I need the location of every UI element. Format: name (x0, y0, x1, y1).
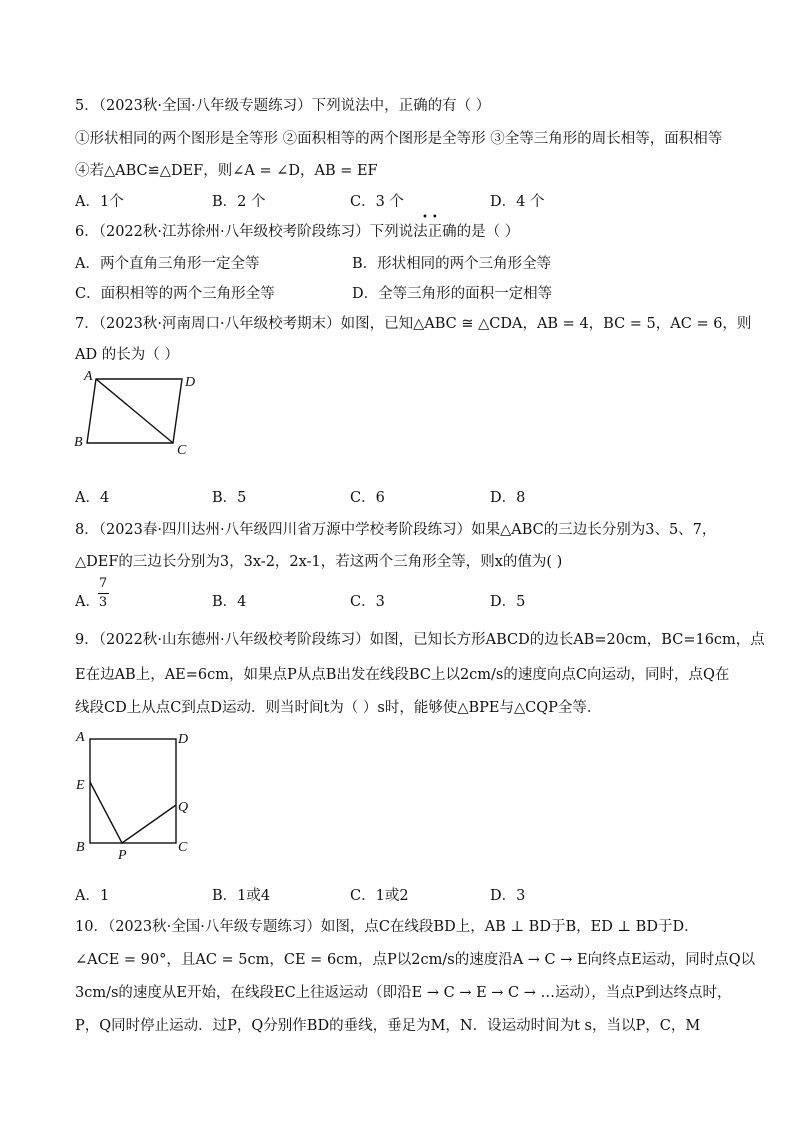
q9-rectangle-figure (70, 727, 200, 862)
emphasis-dots: •• (422, 212, 442, 223)
q9-option-b: B．1或4 (212, 888, 271, 904)
q9-label-e: E (76, 778, 85, 793)
q6-option-d: D．全等三角形的面积一定相等 (352, 286, 553, 302)
q6-option-b: B．形状相同的两个三角形全等 (352, 256, 552, 272)
q10-stem-line2: ∠ACE = 90°，且AC = 5cm，CE = 6cm，点P以2cm/s的速度沿A → C → E向终点E运动，同时点Q以 (75, 952, 756, 968)
fraction-denominator: 3 (98, 595, 108, 610)
q5-statements-line: ①形状相同的两个图形是全等形 ②面积相等的两个图形是全等形 ③全等三角形的周长相等，面积相等 (75, 131, 723, 147)
q9-label-c: C (178, 840, 188, 855)
q8-option-a-label: A． (75, 594, 100, 610)
fraction-numerator: 7 (98, 576, 108, 591)
q9-stem-line3: 线段CD上从点C到点D运动．则当时间t为（ ）s时，能够使△BPE与△CQP全等． (75, 700, 602, 716)
q8-option-b: B．4 (212, 594, 247, 610)
q9-option-a: A．1 (75, 888, 110, 904)
q5-option-d: D．4 个 (490, 194, 545, 210)
q5-statement-4: ④若△ABC≌△DEF，则∠A = ∠D，AB = EF (75, 163, 378, 179)
q7-label-b: B (74, 435, 83, 450)
q7-label-c: C (177, 443, 187, 458)
q10-stem: 10．（2023秋·全国·八年级专题练习）如图，点C在线段BD上，AB ⊥ BD于B，ED ⊥ BD于D． (75, 919, 699, 935)
q7-option-a: A．4 (75, 490, 110, 506)
q9-option-c: C．1或2 (350, 888, 409, 904)
q9-label-a: A (76, 730, 85, 745)
q7-option-c: C．6 (350, 490, 385, 506)
q7-label-a: A (84, 369, 93, 384)
q9-label-d: D (178, 732, 189, 747)
q7-option-d: D．8 (490, 490, 526, 506)
fraction-bar (98, 593, 109, 594)
q9-label-p: P (118, 848, 127, 862)
q5-option-b: B．2 个 (212, 194, 266, 210)
q7-stem-line2: AD 的长为（ ） (75, 347, 179, 363)
q6-option-c: C．面积相等的两个三角形全等 (75, 286, 275, 302)
q8-option-c: C．3 (350, 594, 385, 610)
q9-stem: 9．（2022秋·山东德州·八年级校考阶段练习）如图，已知长方形ABCD的边长AB=20cm，BC=16cm，点 (75, 632, 765, 648)
q7-parallelogram-figure (70, 368, 210, 463)
q10-stem-line3: 3cm/s的速度从E开始，在线段EC上往返运动（即沿E → C → E → C → …运动），当点P到达终点时， (75, 985, 732, 1001)
q7-option-b: B．5 (212, 490, 247, 506)
q8-stem-line2: △DEF的三边长分别为3，3x-2，2x-1，若这两个三角形全等，则x的值为( ) (75, 554, 563, 570)
q5-stem: 5．（2023秋·全国·八年级专题练习）下列说法中，正确的有（ ） (75, 98, 491, 114)
q9-stem-line2: E在边AB上，AE=6cm，如果点P从点B出发在线段BC上以2cm/s的速度向点C向运动，同时，点Q在 (75, 667, 730, 683)
q9-label-b: B (76, 840, 85, 855)
q6-stem: 6．（2022秋·江苏徐州·八年级校考阶段练习）下列说法正确的是（ ） (75, 224, 520, 240)
q5-option-a: A．1个 (75, 194, 124, 210)
q10-stem-line4: P，Q同时停止运动．过P，Q分别作BD的垂线，垂足为M，N．设运动时间为t s，当以P，C，M (75, 1018, 701, 1034)
q9-option-d: D．3 (490, 888, 526, 904)
q8-stem: 8．（2023春·四川达州·八年级四川省万源中学校考阶段练习）如果△ABC的三边长分别为3、5、7， (75, 522, 717, 538)
q5-option-c: C．3 个 (350, 194, 404, 210)
q7-label-d: D (185, 375, 196, 390)
q8-option-a-fraction (96, 576, 110, 611)
q7-stem: 7．（2023秋·河南周口·八年级校考期末）如图，已知△ABC ≅ △CDA，AB = 4，BC = 5，AC = 6，则 (75, 316, 752, 332)
q6-option-a: A．两个直角三角形一定全等 (75, 256, 260, 272)
q9-label-q: Q (178, 800, 189, 815)
q8-option-d: D．5 (490, 594, 526, 610)
